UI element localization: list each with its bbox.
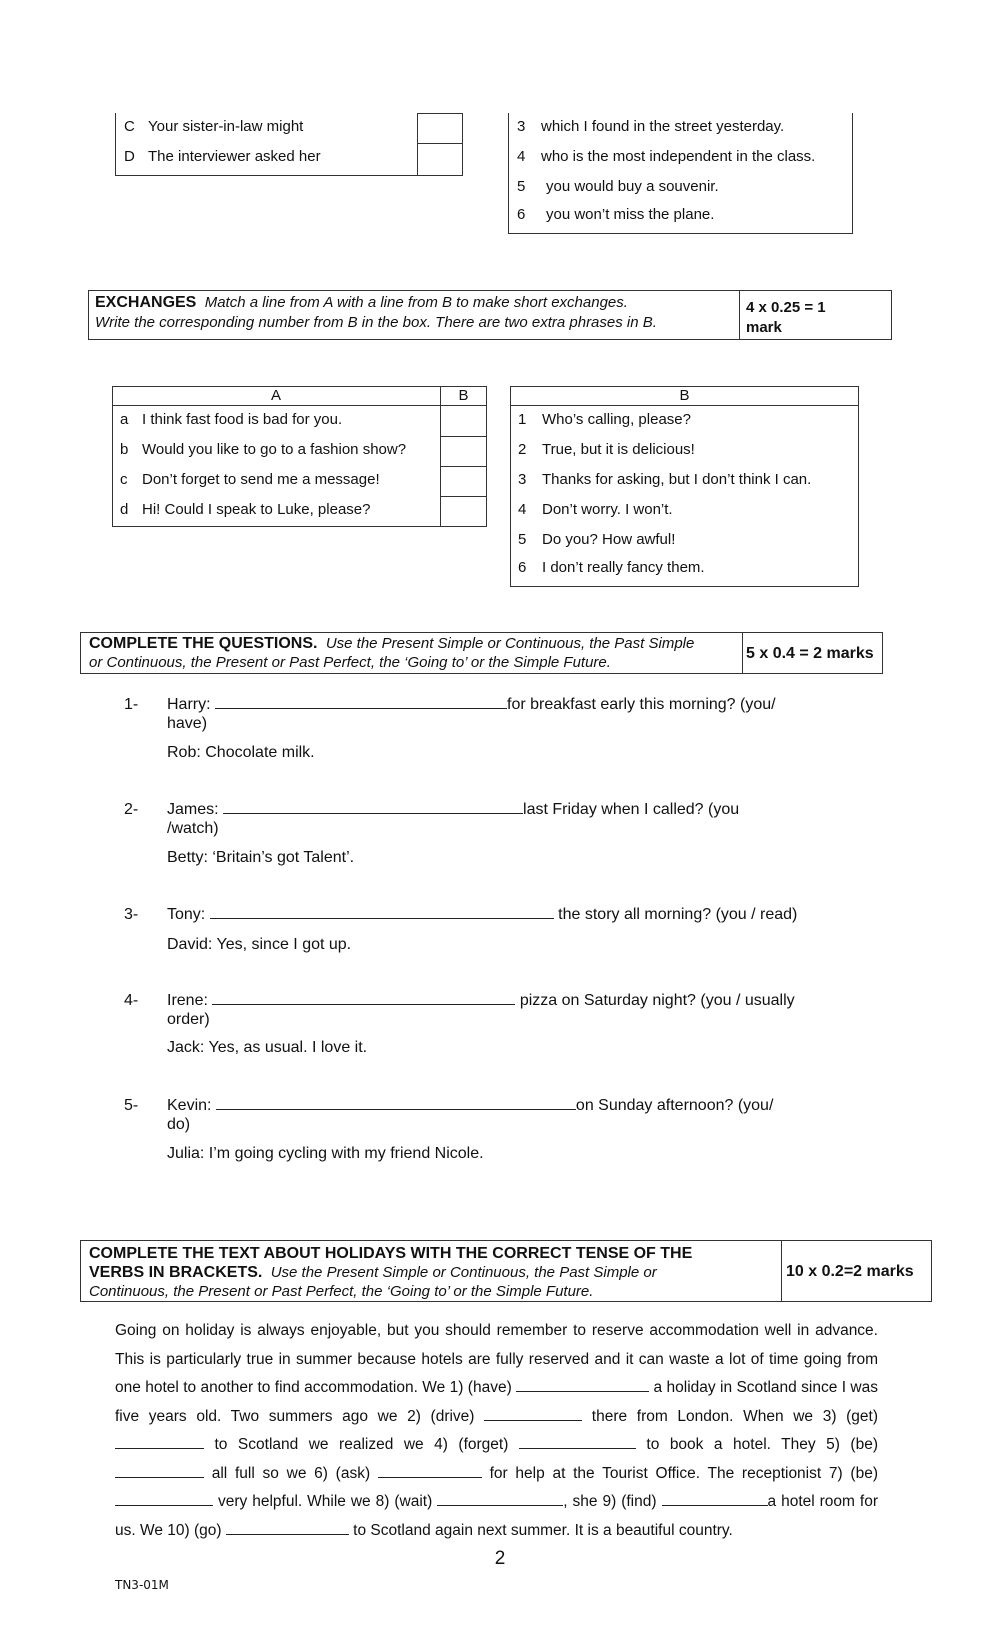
answer-blank[interactable] <box>662 1492 768 1506</box>
section-instruction: Continuous, the Present or Past Perfect, the ‘Going to’ or the Simple Future. <box>89 1283 594 1300</box>
answer-blank[interactable] <box>115 1492 213 1506</box>
answer-blank[interactable] <box>437 1492 563 1506</box>
questions-header <box>80 632 883 674</box>
question-line: Irene: pizza on Saturday night? (you / usually <box>167 992 795 1009</box>
answer-blank[interactable] <box>378 1464 482 1478</box>
answer-blank[interactable] <box>226 1521 349 1535</box>
answer-blank[interactable] <box>223 800 523 814</box>
page-number: 2 <box>494 1548 506 1569</box>
marks-label: 4 x 0.25 = 1 <box>746 299 826 316</box>
reply-line: Betty: ‘Britain’s got Talent’. <box>167 849 355 866</box>
answer-blank[interactable] <box>519 1435 636 1449</box>
list-item: C Your sister-in-law might <box>124 117 304 135</box>
section-instruction: or Continuous, the Present or Past Perfect, the ‘Going to’ or the Simple Future. <box>89 654 611 671</box>
holidays-paragraph: Going on holiday is always enjoyable, but you should remember to reserve accommodation well in advance. This is particularly true in summer because hotels are fully reserved and it can waste a lot of time going from one hotel to another to find accommodation. We 1) (have) a holiday in Scotland since I was five years old. Two summers ago we 2) (drive) there from London. When we 3) (get) to Scotland we realized we 4) (forget) to book a hotel. They 5) (be) all full so we 6) (ask) for help at the Tourist Office. The receptionist 7) (be) very helpful. While we 8) (wait) , she 9) (find) a hotel room for us. We 10) (go) to Scotland again next summer. It is a beautiful country. <box>115 1322 879 1539</box>
marks-label: 10 x 0.2=2 marks <box>786 1263 914 1280</box>
marks-label: 5 x 0.4 = 2 marks <box>746 645 874 662</box>
question-number: 1- <box>124 696 139 713</box>
question-wrap: /watch) <box>167 820 219 837</box>
answer-blank[interactable] <box>516 1378 649 1392</box>
list-item: 3 which I found in the street yesterday. <box>517 117 785 135</box>
answer-blank[interactable] <box>115 1435 204 1449</box>
table-row: c Don’t forget to send me a message! <box>120 470 380 488</box>
reply-line: Jack: Yes, as usual. I love it. <box>167 1039 368 1056</box>
answer-box-d[interactable] <box>417 143 463 176</box>
answer-box-d[interactable] <box>440 496 487 527</box>
answer-box-b[interactable] <box>440 436 487 467</box>
section-instruction: Use the Present Simple or Continuous, the Past Simple <box>325 635 695 652</box>
answer-blank[interactable] <box>210 905 554 919</box>
section-instruction: Write the corresponding number from B in the box. There are two extra phrases in B. <box>95 314 657 331</box>
question-line: Harry: for breakfast early this morning? (you/ <box>167 696 776 713</box>
list-item: D The interviewer asked her <box>124 147 321 165</box>
answer-blank[interactable] <box>215 695 507 709</box>
column-header-a: A <box>270 387 281 404</box>
answer-blank[interactable] <box>212 991 515 1005</box>
answer-blank[interactable] <box>216 1096 576 1110</box>
list-item: 5 you would buy a souvenir. <box>517 177 719 195</box>
list-item: 5 Do you? How awful! <box>518 530 676 548</box>
question-wrap: order) <box>167 1011 210 1028</box>
question-number: 2- <box>124 801 139 818</box>
question-line: Kevin: on Sunday afternoon? (you/ <box>167 1097 774 1114</box>
holidays-header <box>80 1240 932 1302</box>
answer-blank[interactable] <box>115 1464 204 1478</box>
question-number: 5- <box>124 1097 139 1114</box>
answer-box-c[interactable] <box>417 113 463 144</box>
table-row: d Hi! Could I speak to Luke, please? <box>120 500 371 518</box>
reply-line: David: Yes, since I got up. <box>167 936 352 953</box>
list-item: 4 Don’t worry. I won’t. <box>518 500 673 518</box>
section-title: COMPLETE THE QUESTIONS. <box>89 635 318 652</box>
section-title: EXCHANGES <box>95 294 197 311</box>
section-title: COMPLETE THE TEXT ABOUT HOLIDAYS WITH THE CORRECT TENSE OF THE <box>89 1245 693 1262</box>
list-item: 1 Who’s calling, please? <box>518 410 691 428</box>
reply-line: Rob: Chocolate milk. <box>167 744 315 761</box>
exchanges-header <box>88 290 892 340</box>
list-item: 6 you won’t miss the plane. <box>517 205 715 223</box>
marks-label: mark <box>746 319 782 336</box>
table-row: b Would you like to go to a fashion show? <box>120 440 407 458</box>
answer-box-a[interactable] <box>440 405 487 437</box>
list-item: 6 I don’t really fancy them. <box>518 558 705 576</box>
document-code: TN3-01M <box>115 1578 169 1592</box>
answer-blank[interactable] <box>484 1407 582 1421</box>
section-instruction: Use the Present Simple or Continuous, the Past Simple or <box>270 1264 657 1281</box>
answer-box-c[interactable] <box>440 466 487 497</box>
question-line: James: last Friday when I called? (you <box>167 801 740 818</box>
column-header-b: B <box>458 387 469 404</box>
section-instruction: Match a line from A with a line from B to make short exchanges. <box>204 294 628 311</box>
list-item: 2 True, but it is delicious! <box>518 440 695 458</box>
reply-line: Julia: I’m going cycling with my friend Nicole. <box>167 1145 484 1162</box>
question-wrap: do) <box>167 1116 191 1133</box>
list-item: 4 who is the most independent in the class. <box>517 147 816 165</box>
section-title: VERBS IN BRACKETS. <box>89 1264 263 1281</box>
table-row: a I think fast food is bad for you. <box>120 410 343 428</box>
question-number: 3- <box>124 906 139 923</box>
question-number: 4- <box>124 992 139 1009</box>
question-line: Tony: the story all morning? (you / read) <box>167 906 798 923</box>
list-item: 3 Thanks for asking, but I don’t think I can. <box>518 470 812 488</box>
column-header-b: B <box>679 387 690 404</box>
question-wrap: have) <box>167 715 208 732</box>
